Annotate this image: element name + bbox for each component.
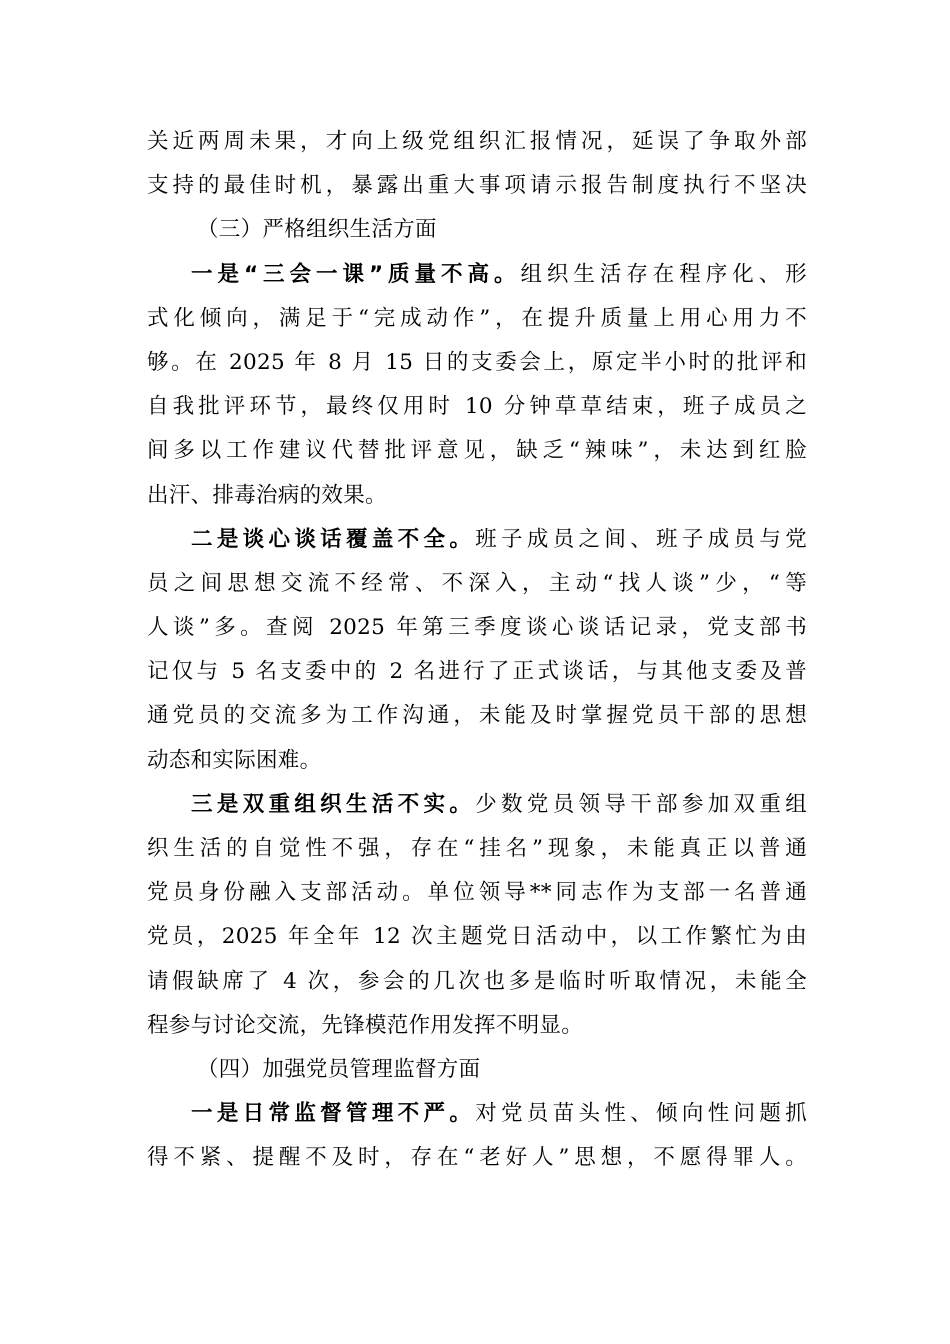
text-line: 式化倾向，满足于“完成动作”，在提升质量上用心用力不	[147, 305, 807, 331]
text-line: 程参与讨论交流，先锋模范作用发挥不明显。	[147, 1012, 584, 1038]
document-page	[147, 120, 807, 1181]
text-line: 党员身份融入支部活动。单位领导**同志作为支部一名普通	[147, 880, 807, 906]
paragraph-text: 少数党员领导干部参加双重组	[475, 791, 807, 817]
paragraph-lead: 一是“三会一课”质量不高。	[191, 261, 521, 287]
paragraph-three-meetings	[147, 253, 807, 518]
paragraph-first-line	[147, 518, 807, 562]
text-line: 间多以工作建议代替批评意见，缺乏“辣味”，未达到红脸	[147, 438, 807, 464]
text-line: 得不紧、提醒不及时，存在“老好人”思想，不愿得罪人。	[147, 1145, 807, 1171]
paragraph-dual-organization-life	[147, 783, 807, 1048]
text-line: 织生活的自觉性不强，存在“挂名”现象，未能真正以普通	[147, 836, 807, 861]
paragraph-heart-to-heart-talks	[147, 518, 807, 783]
text-line: 员之间思想交流不经常、不深入，主动“找人谈”少，“等	[147, 570, 807, 596]
paragraph-daily-supervision	[147, 1092, 807, 1180]
text-line: 支持的最佳时机，暴露出重大事项请示报告制度执行不坚决	[147, 173, 807, 199]
paragraph-lead: 一是日常监督管理不严。	[191, 1101, 476, 1127]
section-heading-3: （三）严格组织生活方面	[197, 217, 437, 243]
paragraph-lead: 三是双重组织生活不实。	[191, 791, 476, 817]
section-heading-4: （四）加强党员管理监督方面	[197, 1056, 481, 1082]
text-line: 自我批评环节，最终仅用时 10 分钟草草结束，班子成员之	[147, 394, 807, 420]
text-line: 出汗、排毒治病的效果。	[147, 482, 387, 508]
text-line: 记仅与 5 名支委中的 2 名进行了正式谈话，与其他支委及普	[147, 659, 807, 685]
text-line: 人谈”多。查阅 2025 年第三季度谈心谈话记录，党支部书	[147, 615, 807, 641]
text-line: 够。在 2025 年 8 月 15 日的支委会上，原定半小时的批评和	[147, 349, 807, 375]
text-line: 关近两周未果，才向上级党组织汇报情况，延误了争取外部	[147, 129, 807, 154]
text-line: 请假缺席了 4 次，参会的几次也多是临时听取情况，未能全	[147, 968, 807, 994]
paragraph-lead: 二是谈心谈话覆盖不全。	[191, 526, 476, 552]
text-line: 动态和实际困难。	[147, 747, 322, 773]
paragraph-text: 对党员苗头性、倾向性问题抓	[475, 1101, 807, 1127]
text-line: 通党员的交流多为工作沟通，未能及时掌握党员干部的思想	[147, 703, 807, 729]
paragraph-first-line	[147, 253, 807, 297]
continuation-paragraph	[147, 120, 807, 208]
paragraph-first-line	[147, 1092, 807, 1136]
paragraph-first-line	[147, 783, 807, 827]
paragraph-text: 班子成员之间、班子成员与党	[475, 526, 807, 552]
text-line: 党员，2025 年全年 12 次主题党日活动中，以工作繁忙为由	[147, 924, 807, 950]
paragraph-text: 组织生活存在程序化、形	[520, 261, 807, 287]
